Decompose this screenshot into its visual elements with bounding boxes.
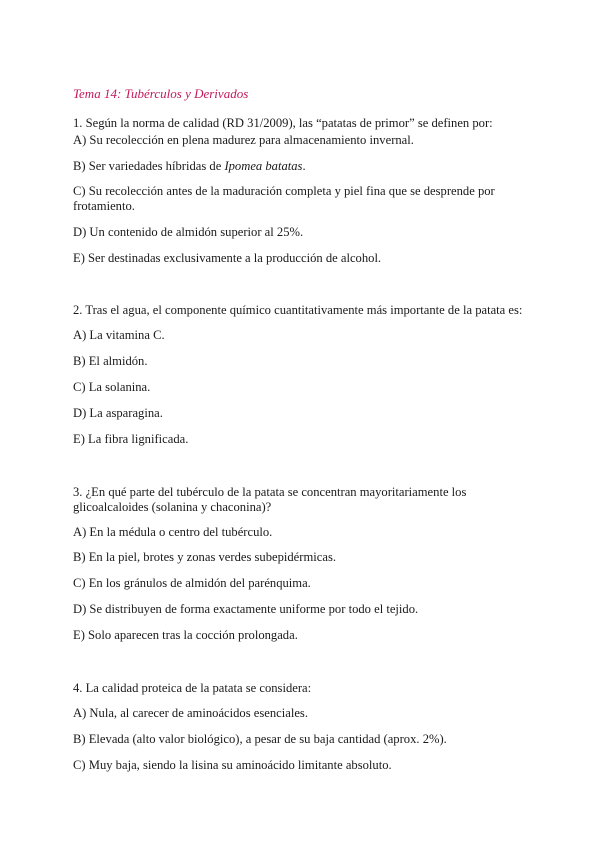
question-3-option-e: E) Solo aparecen tras la cocción prolongada. <box>73 628 298 642</box>
question-2-option-a: A) La vitamina C. <box>73 328 165 342</box>
option-b-prefix: B) Ser variedades híbridas de <box>73 159 225 173</box>
question-3-text: 3. ¿En qué parte del tubérculo de la patata se concentran mayoritariamente los glicoalcaloides (solanina y chaconina)? <box>73 485 467 514</box>
question-1-option-c: C) Su recolección antes de la maduración completa y piel fina que se desprende por frotamiento. <box>73 184 495 213</box>
question-1-option-e: E) Ser destinadas exclusivamente a la producción de alcohol. <box>73 251 382 265</box>
question-1-option-d: D) Un contenido de almidón superior al 25%. <box>73 225 304 239</box>
document-title: Tema 14: Tubérculos y Derivados <box>73 86 249 101</box>
question-3-option-b: B) En la piel, brotes y zonas verdes subepidérmicas. <box>73 550 336 564</box>
question-3-option-c: C) En los gránulos de almidón del parénquima. <box>73 576 311 590</box>
question-3-option-a: A) En la médula o centro del tubérculo. <box>73 525 273 539</box>
question-2-option-c: C) La solanina. <box>73 380 151 394</box>
question-4-option-c: C) Muy baja, siendo la lisina su aminoácido limitante absoluto. <box>73 758 392 772</box>
question-4-option-b: B) Elevada (alto valor biológico), a pesar de su baja cantidad (aprox. 2%). <box>73 732 447 746</box>
question-4-option-a: A) Nula, al carecer de aminoácidos esenciales. <box>73 706 308 720</box>
question-2-option-b: B) El almidón. <box>73 354 148 368</box>
question-1-option-a: A) Su recolección en plena madurez para almacenamiento invernal. <box>73 133 414 147</box>
question-4-text: 4. La calidad proteica de la patata se considera: <box>73 681 312 695</box>
question-2-option-d: D) La asparagina. <box>73 406 163 420</box>
question-2-option-e: E) La fibra lignificada. <box>73 432 189 446</box>
question-1-text: 1. Según la norma de calidad (RD 31/2009), las “patatas de primor” se definen por: <box>73 116 493 130</box>
option-b-suffix: . <box>302 159 306 173</box>
option-b-species: Ipomea batatas <box>224 159 303 173</box>
question-1-option-b <box>73 159 306 174</box>
question-3-option-d: D) Se distribuyen de forma exactamente uniforme por todo el tejido. <box>73 602 419 616</box>
question-2-text: 2. Tras el agua, el componente químico cuantitativamente más importante de la patata es: <box>73 303 523 317</box>
